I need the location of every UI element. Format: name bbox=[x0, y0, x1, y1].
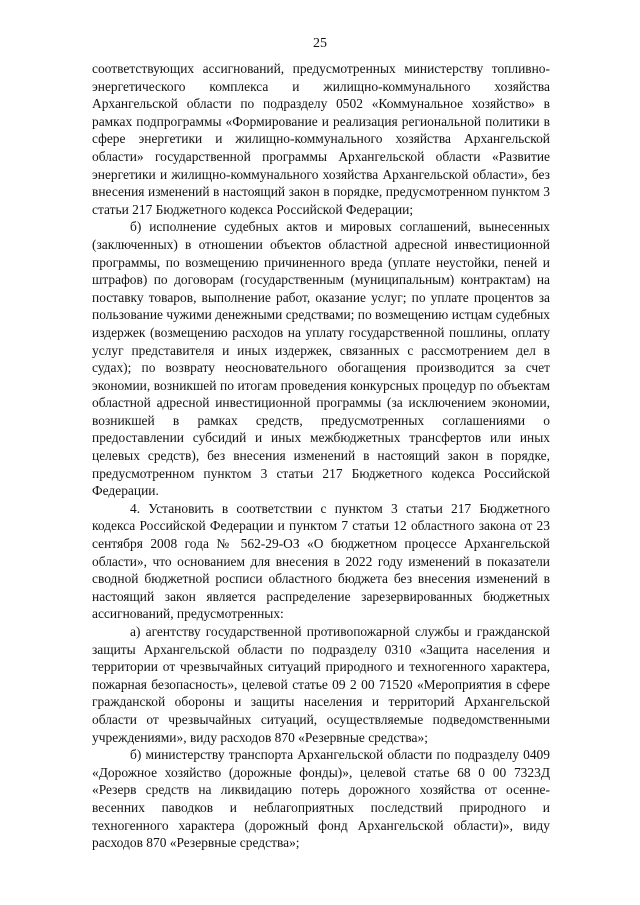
paragraph-item-b-transport: б) министерству транспорта Архангельской области по подразделу 0409 «Дорожное хозяйство (дорожные фонды)», целевой статье 68 0 00 7323Д «Резерв средств на ликвидацию потерь дорожного хозяйства от осенне-весенних паводков и неблагоприятных последствий природного и техногенного характера (дорожный фонд Архангельской области)», виду расходов 870 «Резервные средства»; bbox=[92, 747, 550, 851]
paragraph-item-b-court-acts: б) исполнение судебных актов и мировых соглашений, вынесенных (заключенных) в отношении объектов областной адресной инвестиционной программы, по возмещению причиненного вреда (уплате неустойки, пеней и штрафов) по договорам (государственным (муниципальным) контрактам) на поставку товаров, выполнение работ, оказание услуг; по уплате процентов за пользование чужими денежными средствами; по возмещению истцам судебных издержек (возмещению расходов на уплату государственной пошлины, оплату услуг представителя и иных издержек, связанных с рассмотрением дел в судах); по возврату неосновательного обогащения производится за счет экономии, возникшей по итогам проведения конкурсных процедур по объектам областной адресной инвестиционной программы (за исключением экономии, возникшей в рамках средств, предусмотренных соглашениями о предоставлении субсидий и иных межбюджетных трансфертов или иных целевых средств), без внесения изменений в настоящий закон в порядке, предусмотренном пунктом 3 статьи 217 Бюджетного кодекса Российской Федерации. bbox=[92, 219, 550, 499]
paragraph-point-4: 4. Установить в соответствии с пунктом 3 статьи 217 Бюджетного кодекса Российской Федерации и пунктом 7 статьи 12 областного закона от 23 сентября 2008 года № 562-29-ОЗ «О бюджетном процессе Архангельской области», что основанием для внесения в 2022 году изменений в показатели сводной бюджетной росписи областного бюджета без внесения изменений в настоящий закон является распределение зарезервированных бюджетных ассигнований, предусмотренных: bbox=[92, 500, 550, 622]
page-number: 25 bbox=[313, 36, 327, 51]
paragraph-continuation: соответствующих ассигнований, предусмотренных министерству топливно-энергетического комплекса и жилищно-коммунального хозяйства Архангельской области по подразделу 0502 «Коммунальное хозяйство» в рамках подпрограммы «Формирование и реализация региональной политики в сфере энергетики и жилищно-коммунального хозяйства Архангельской области» государственной программы Архангельской области «Развитие энергетики и жилищно-коммунального хозяйства Архангельской области», без внесения изменений в настоящий закон в порядке, предусмотренном пунктом 3 статьи 217 Бюджетного кодекса Российской Федерации; bbox=[92, 61, 550, 217]
paragraph-item-a-fire-service: а) агентству государственной противопожарной службы и гражданской защиты Архангельской области по подразделу 0310 «Защита населения и территории от чрезвычайных ситуаций природного и техногенного характера, пожарная безопасность», целевой статье 09 2 00 71520 «Мероприятия в сфере гражданской обороны и защиты населения и территорий Архангельской области от чрезвычайных ситуаций, осуществляемые подведомственными учреждениями», виду расходов 870 «Резервные средства»; bbox=[92, 624, 550, 745]
document-body bbox=[92, 60, 550, 852]
